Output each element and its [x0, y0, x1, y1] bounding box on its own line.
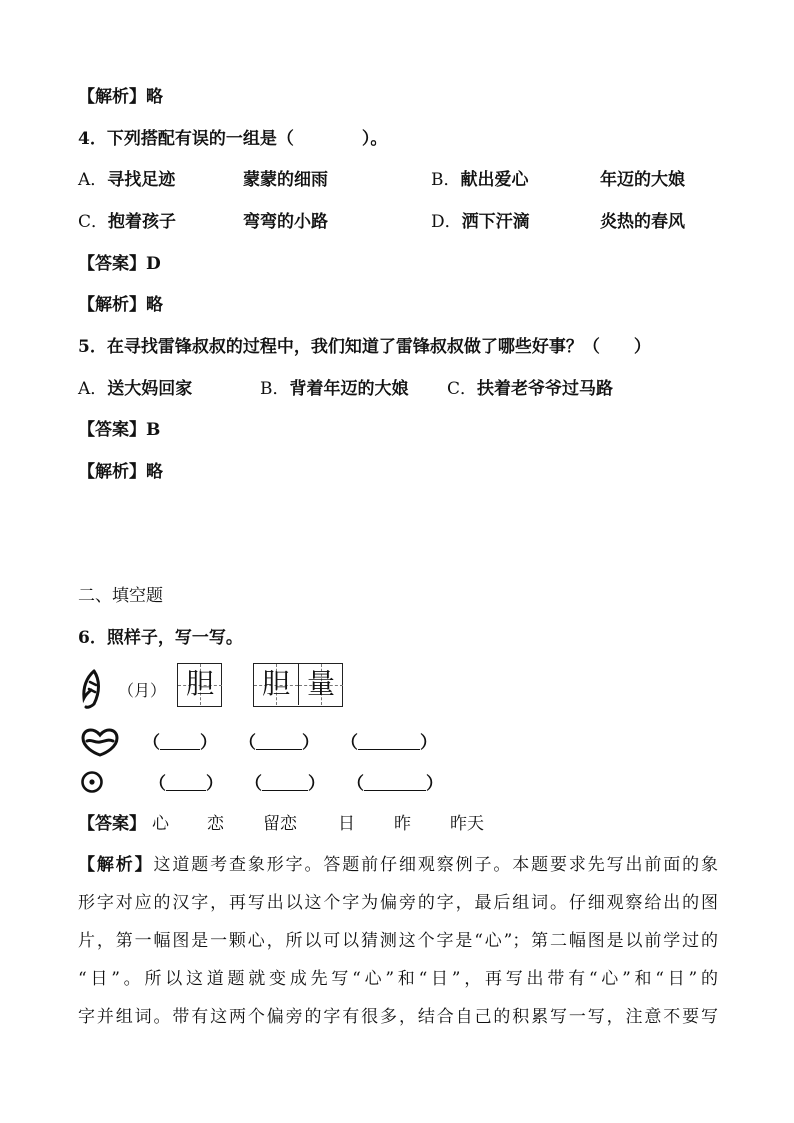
pictograph-moon-icon: [80, 668, 106, 710]
example-word-char-2: 量: [306, 667, 335, 700]
blank-heart-char[interactable]: [160, 733, 200, 750]
question-4: 4．下列搭配有误的一组是（ ）。: [78, 129, 388, 149]
analysis-q6: [78, 846, 718, 1036]
q4-option-c: C．抱着孩子: [78, 212, 177, 232]
answer-q6-item: 昨天: [450, 814, 484, 834]
example-char: 胆: [185, 667, 214, 700]
analysis-line: 字并组词。带有这两个偏旁的字有很多，结合自己的积累写一写，注意不要写: [78, 1007, 718, 1027]
analysis-line: “日”。所以这道题就变成先写“心”和“日”，再写出带有“心”和“日”的: [78, 969, 718, 989]
q4-option-b: B．献出爱心: [431, 170, 529, 190]
pictograph-sun-icon: [80, 770, 104, 794]
answer-q6-item: 留恋: [263, 814, 297, 834]
blank-sun-char[interactable]: [166, 774, 206, 791]
sun-blanks: （ ） （ ） （ ）: [149, 774, 443, 794]
q4-option-a-pair: 蒙蒙的细雨: [243, 170, 328, 190]
q4-option-b-pair: 年迈的大娘: [600, 170, 685, 190]
analysis-q5: 【解析】略: [78, 462, 163, 482]
q4-option-d: D．洒下汗滴: [431, 212, 530, 232]
example-grid-box-single: [177, 663, 222, 707]
answer-q5: 【答案】B: [78, 420, 161, 440]
analysis-line: 【解析】这道题考查象形字。答题前仔细观察例子。本题要求先写出前面的象: [78, 855, 718, 875]
blank-sun-derived[interactable]: [262, 774, 308, 791]
answer-q6-item: 日: [338, 814, 355, 834]
analysis-line: 片，第一幅图是一颗心，所以可以猜测这个字是“心”；第二幅图是以前学过的: [78, 931, 718, 951]
heart-blanks: （ ） （ ） （ ）: [143, 733, 437, 753]
example-hint: （月）: [118, 681, 167, 700]
blank-heart-word[interactable]: [358, 733, 420, 750]
blank-sun-word[interactable]: [364, 774, 426, 791]
q5-option-c: C．扶着老爷爷过马路: [447, 379, 614, 399]
analysis-line-q3: 【解析】略: [78, 87, 163, 107]
analysis-q4: 【解析】略: [78, 295, 163, 315]
answer-q4: 【答案】D: [78, 254, 161, 274]
answer-q6-item: 心: [152, 814, 169, 834]
q4-option-c-pair: 弯弯的小路: [243, 212, 328, 232]
answer-q6-item: 昨: [394, 814, 411, 834]
answer-q6-item: 恋: [207, 814, 224, 834]
question-5: 5．在寻找雷锋叔叔的过程中，我们知道了雷锋叔叔做了哪些好事？（ ）: [78, 337, 651, 357]
blank-heart-derived[interactable]: [256, 733, 302, 750]
example-word-char-1: 胆: [261, 667, 290, 700]
question-6: 6．照样子，写一写。: [78, 628, 243, 648]
answer-q6-label: 【答案】: [78, 814, 146, 834]
q4-option-d-pair: 炎热的春风: [600, 212, 685, 232]
pictograph-heart-icon: [80, 727, 120, 757]
example-grid-box-double: [253, 663, 343, 707]
section-title: 二、填空题: [78, 586, 163, 606]
analysis-line: 形字对应的汉字，再写出以这个字为偏旁的字，最后组词。仔细观察给出的图: [78, 893, 718, 913]
q5-option-a: A．送大妈回家: [78, 379, 193, 399]
q4-option-a: A．寻找足迹: [78, 170, 176, 190]
q5-option-b: B．背着年迈的大娘: [260, 379, 409, 399]
